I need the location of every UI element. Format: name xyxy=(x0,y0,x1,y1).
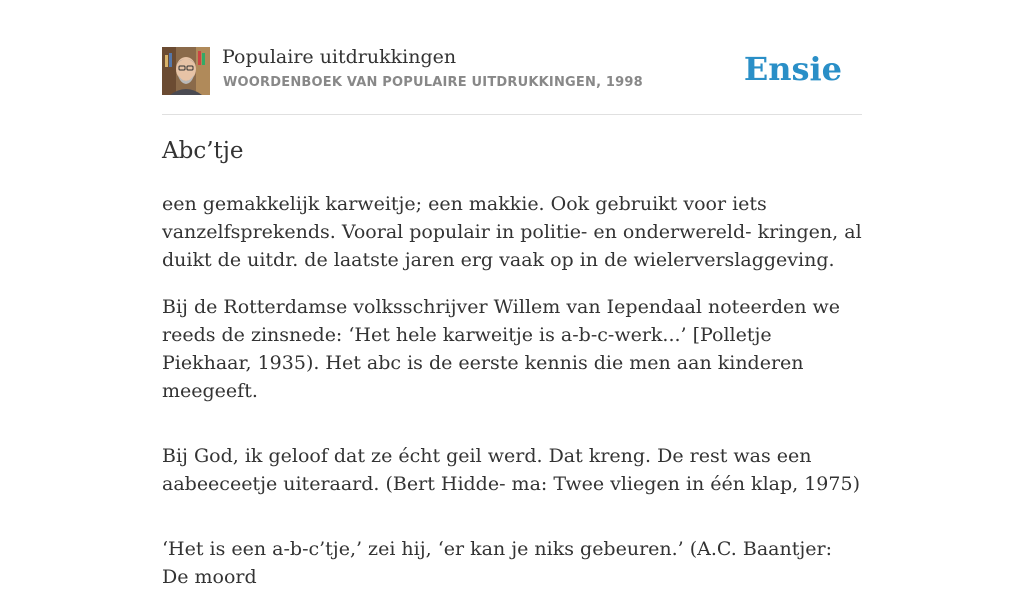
entry-body xyxy=(162,190,864,610)
author-portrait-icon[interactable] xyxy=(162,47,210,95)
entry-title: Abc’tje xyxy=(162,138,244,164)
etymology-paragraph: Bij de Rotterdamse volksschrijver Willem van Iependaal noteerden we reeds de zinsnede: ‘Het hele karweitje is a-b-c-werk...’ [Polletje Piekhaar, 1935). Het abc is de eerste kennis die men aan kinderen meegeeft. xyxy=(162,296,841,402)
entry-header xyxy=(162,0,862,115)
quote-paragraph: Bij God, ik geloof dat ze écht geil werd. Dat kreng. De rest was een aabeeceetje uiteraard. (Bert Hidde- ma: Twee vliegen in één klap, 1975) xyxy=(162,445,860,495)
source-title[interactable]: Populaire uitdrukkingen xyxy=(222,46,457,68)
page-container xyxy=(162,0,862,588)
quote-paragraph: ‘Het is een a-b-c’tje,’ zei hij, ‘er kan je niks gebeuren.’ (A.C. Baantjer: De moord xyxy=(162,538,832,588)
definition-paragraph: een gemakkelijk karweitje; een makkie. Ook gebruikt voor iets vanzelfsprekends. Vooral populair in politie- en onderwereld- kringen, al duikt de uitdr. de laatste jaren erg vaak op in de wielerverslaggeving. xyxy=(162,193,862,271)
source-subtitle[interactable]: WOORDENBOEK VAN POPULAIRE UITDRUKKINGEN, 1998 xyxy=(223,75,643,90)
ensie-logo[interactable]: Ensie xyxy=(743,50,842,88)
